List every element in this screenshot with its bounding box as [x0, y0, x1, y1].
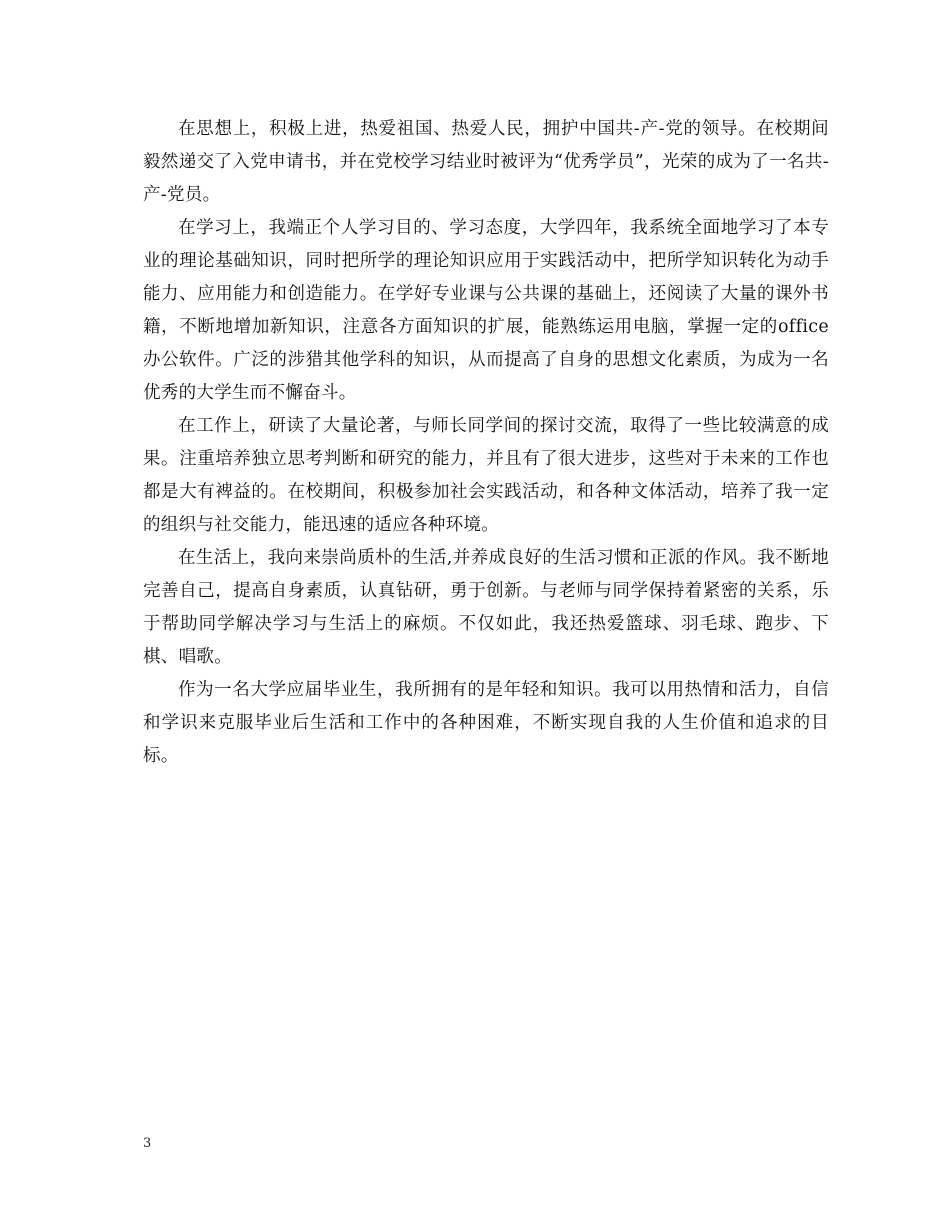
paragraph-conclusion: 作为一名大学应届毕业生，我所拥有的是年轻和知识。我可以用热情和活力，自信和学识来克服毕业后生活和工作中的各种困难，不断实现自我的人生价值和追求的目标。 — [143, 680, 829, 766]
paragraph-work: 在工作上，研读了大量论著，与师长同学间的探讨交流，取得了一些比较满意的成果。注重培养独立思考判断和研究的能力，并且有了很大进步，这些对于未来的工作也都是大有裨益的。在校期间，积极参加社会实践活动，和各种文体活动，培养了我一定的组织与社交能力，能迅速的适应各种环境。 — [143, 416, 829, 535]
document-body — [143, 113, 829, 773]
paragraph-study: 在学习上，我端正个人学习目的、学习态度，大学四年，我系统全面地学习了本专业的理论基础知识，同时把所学的理论知识应用于实践活动中，把所学知识转化为动手能力、应用能力和创造能力。在学好专业课与公共课的基础上，还阅读了大量的课外书籍，不断地增加新知识，注意各方面知识的扩展，能熟练运用电脑，掌握一定的office办公软件。广泛的涉猎其他学科的知识，从而提高了自身的思想文化素质，为成为一名优秀的大学生而不懈奋斗。 — [143, 218, 829, 403]
paragraph-ideology: 在思想上，积极上进，热爱祖国、热爱人民，拥护中国共-产-党的领导。在校期间毅然递交了入党申请书，并在党校学习结业时被评为“优秀学员”，光荣的成为了一名共-产-党员。 — [143, 119, 829, 205]
page-number: 3 — [143, 1136, 152, 1151]
paragraph-life: 在生活上，我向来崇尚质朴的生活,并养成良好的生活习惯和正派的作风。我不断地完善自己，提高自身素质，认真钻研，勇于创新。与老师与同学保持着紧密的关系，乐于帮助同学解决学习与生活上的麻烦。不仅如此，我还热爱篮球、羽毛球、跑步、下棋、唱歌。 — [143, 548, 829, 667]
